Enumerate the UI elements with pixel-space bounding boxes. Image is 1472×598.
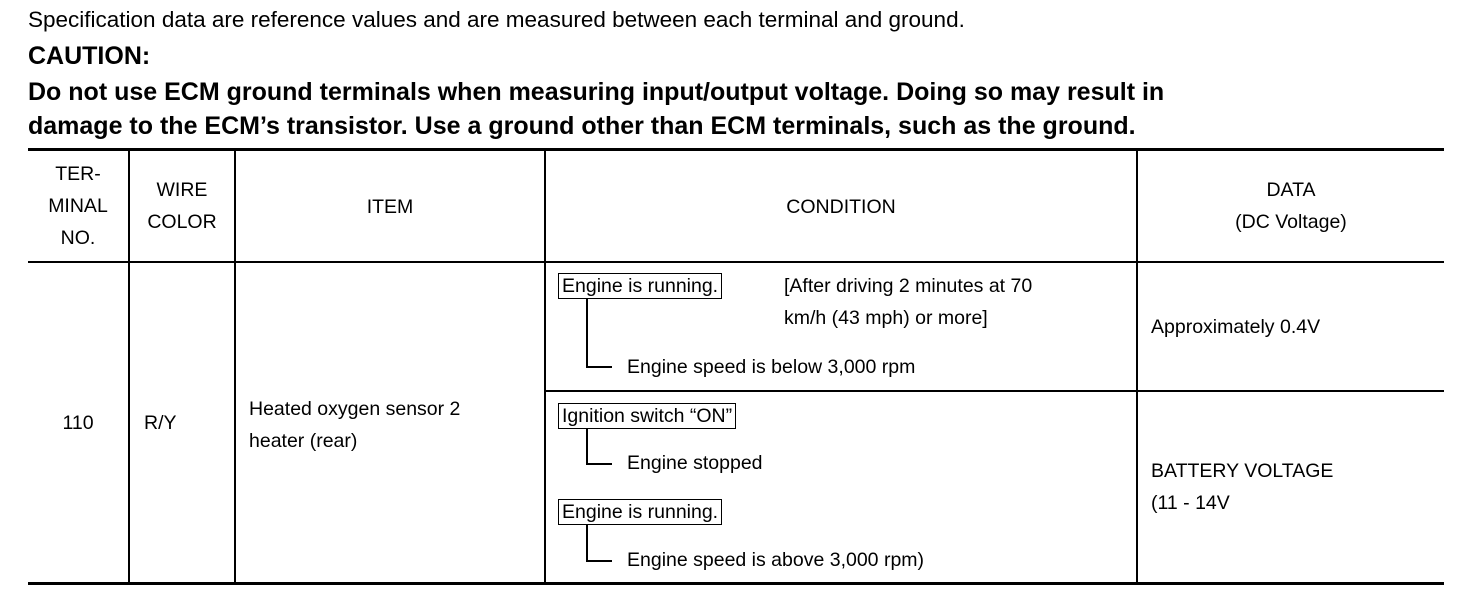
branch-connector <box>586 463 612 465</box>
condition-note-line: [After driving 2 minutes at 70 <box>784 275 1033 297</box>
condition-note-line: km/h (43 mph) or more] <box>784 307 988 329</box>
header-wire-line: COLOR <box>147 211 217 233</box>
data-value-line: BATTERY VOLTAGE <box>1151 460 1334 482</box>
header-terminal-line: MINAL <box>48 195 108 217</box>
branch-connector <box>586 366 612 368</box>
header-condition: CONDITION <box>786 196 896 218</box>
wire-color-cell: R/Y <box>144 412 177 434</box>
header-data-line: DATA <box>1266 179 1316 201</box>
header-terminal-line: TER- <box>55 163 101 185</box>
item-cell <box>249 393 460 457</box>
item-line: Heated oxygen sensor 2 <box>249 398 461 420</box>
header-wire-color <box>130 174 234 238</box>
header-data-line: (DC Voltage) <box>1235 211 1347 233</box>
header-bottom-rule <box>28 261 1444 263</box>
header-item: ITEM <box>366 196 414 218</box>
data-value-cell <box>1151 455 1333 519</box>
data-value-line: (11 - 14V <box>1151 492 1230 514</box>
condition-state-box: Ignition switch “ON” <box>558 403 736 429</box>
branch-connector <box>586 524 588 562</box>
condition-sub: Engine speed is above 3,000 rpm) <box>627 549 925 571</box>
condition-sub: Engine stopped <box>627 452 763 474</box>
condition-state-box: Engine is running. <box>558 273 722 299</box>
header-terminal-no <box>28 158 128 254</box>
branch-connector <box>586 560 612 562</box>
table-bottom-rule <box>28 582 1444 585</box>
caution-title: CAUTION: <box>28 42 151 70</box>
branch-connector <box>586 298 588 368</box>
caution-line-2: damage to the ECM’s transistor. Use a ground other than ECM terminals, such as the ground. <box>28 112 1136 140</box>
terminal-no-cell: 110 <box>62 412 94 434</box>
caution-body <box>28 75 1458 143</box>
header-terminal-line: NO. <box>60 227 96 249</box>
condition-note <box>784 270 1032 334</box>
condition-divider <box>545 390 1444 392</box>
branch-connector <box>586 428 588 465</box>
condition-sub: Engine speed is below 3,000 rpm <box>627 356 916 378</box>
item-line: heater (rear) <box>249 430 358 452</box>
table-top-rule <box>28 148 1444 151</box>
intro-text: Specification data are reference values and are measured between each terminal and ground. <box>28 7 965 32</box>
condition-state-box: Engine is running. <box>558 499 722 525</box>
caution-line-1: Do not use ECM ground terminals when measuring input/output voltage. Doing so may result in <box>28 78 1165 106</box>
data-value-cell: Approximately 0.4V <box>1151 316 1321 338</box>
header-data <box>1138 174 1444 238</box>
header-wire-line: WIRE <box>156 179 208 201</box>
